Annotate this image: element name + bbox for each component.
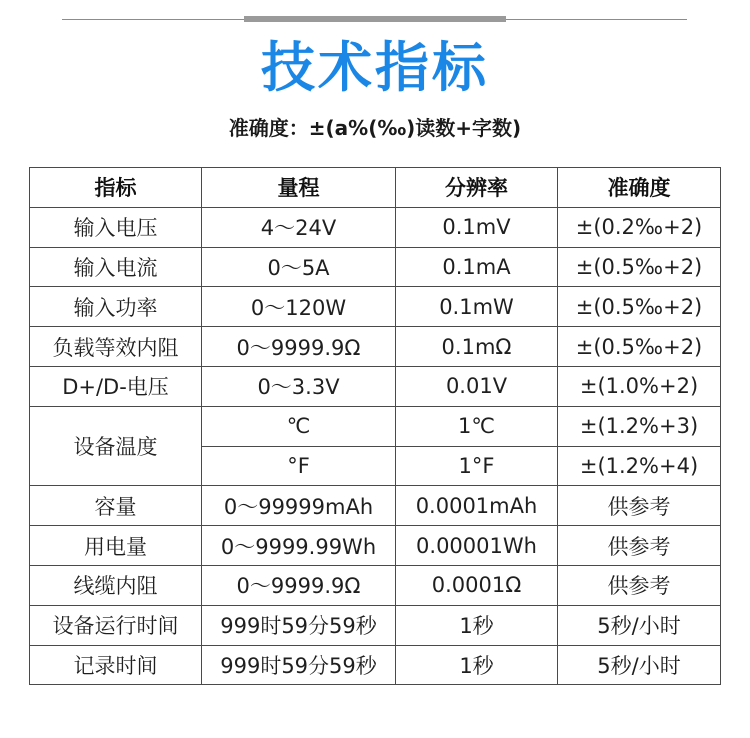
cell-metric: 输入电压 xyxy=(30,207,202,247)
cell-resolution: 1℃ xyxy=(396,406,558,446)
cell-metric: 用电量 xyxy=(30,526,202,566)
cell-range: 0～3.3V xyxy=(202,366,396,406)
cell-resolution: 0.01V xyxy=(396,366,558,406)
header-resolution: 分辨率 xyxy=(396,168,558,208)
cell-accuracy: ±(1.2%+3) xyxy=(558,406,721,446)
cell-range: °F xyxy=(202,446,396,486)
cell-metric: 输入电流 xyxy=(30,247,202,287)
cell-range: 4～24V xyxy=(202,207,396,247)
table-row xyxy=(30,486,721,526)
table-row xyxy=(30,207,721,247)
cell-metric: D+/D-电压 xyxy=(30,366,202,406)
cell-metric: 线缆内阻 xyxy=(30,565,202,605)
table-row xyxy=(30,406,721,446)
table-row xyxy=(30,366,721,406)
cell-accuracy: ±(1.2%+4) xyxy=(558,446,721,486)
cell-range: 0～120W xyxy=(202,287,396,327)
cell-resolution: 1秒 xyxy=(396,645,558,685)
cell-resolution: 0.1mV xyxy=(396,207,558,247)
table-row xyxy=(30,645,721,685)
header-range: 量程 xyxy=(202,168,396,208)
cell-range: 0～5A xyxy=(202,247,396,287)
page-title: 技术指标 xyxy=(261,36,489,99)
cell-range: ℃ xyxy=(202,406,396,446)
cell-accuracy: ±(1.0%+2) xyxy=(558,366,721,406)
top-divider-bar xyxy=(244,16,506,22)
cell-resolution: 1°F xyxy=(396,446,558,486)
cell-accuracy: 5秒/小时 xyxy=(558,605,721,645)
cell-accuracy: ±(0.5‰+2) xyxy=(558,247,721,287)
cell-accuracy: 供参考 xyxy=(558,486,721,526)
header-accuracy: 准确度 xyxy=(558,168,721,208)
cell-metric: 设备运行时间 xyxy=(30,605,202,645)
table-row xyxy=(30,327,721,367)
cell-resolution: 0.0001mAh xyxy=(396,486,558,526)
cell-range: 0～9999.9Ω xyxy=(202,565,396,605)
cell-range: 0～9999.99Wh xyxy=(202,526,396,566)
cell-accuracy: 供参考 xyxy=(558,526,721,566)
table-row xyxy=(30,565,721,605)
table-row xyxy=(30,526,721,566)
table-row xyxy=(30,247,721,287)
cell-metric: 容量 xyxy=(30,486,202,526)
cell-resolution: 0.0001Ω xyxy=(396,565,558,605)
table-row xyxy=(30,605,721,645)
cell-resolution: 1秒 xyxy=(396,605,558,645)
cell-metric: 负载等效内阻 xyxy=(30,327,202,367)
cell-resolution: 0.00001Wh xyxy=(396,526,558,566)
cell-accuracy: ±(0.2‰+2) xyxy=(558,207,721,247)
cell-range: 999时59分59秒 xyxy=(202,645,396,685)
cell-metric: 输入功率 xyxy=(30,287,202,327)
table-row xyxy=(30,287,721,327)
accuracy-note: 准确度：±(a%(‰)读数+字数) xyxy=(228,116,522,140)
cell-range: 999时59分59秒 xyxy=(202,605,396,645)
cell-resolution: 0.1mA xyxy=(396,247,558,287)
cell-range: 0～9999.9Ω xyxy=(202,327,396,367)
spec-table xyxy=(29,167,721,685)
cell-accuracy: ±(0.5‰+2) xyxy=(558,287,721,327)
cell-accuracy: 5秒/小时 xyxy=(558,645,721,685)
cell-accuracy: ±(0.5‰+2) xyxy=(558,327,721,367)
header-metric: 指标 xyxy=(30,168,202,208)
cell-resolution: 0.1mΩ xyxy=(396,327,558,367)
cell-range: 0～99999mAh xyxy=(202,486,396,526)
table-header-row xyxy=(30,168,721,208)
cell-metric: 设备温度 xyxy=(30,406,202,486)
cell-resolution: 0.1mW xyxy=(396,287,558,327)
cell-accuracy: 供参考 xyxy=(558,565,721,605)
cell-metric: 记录时间 xyxy=(30,645,202,685)
